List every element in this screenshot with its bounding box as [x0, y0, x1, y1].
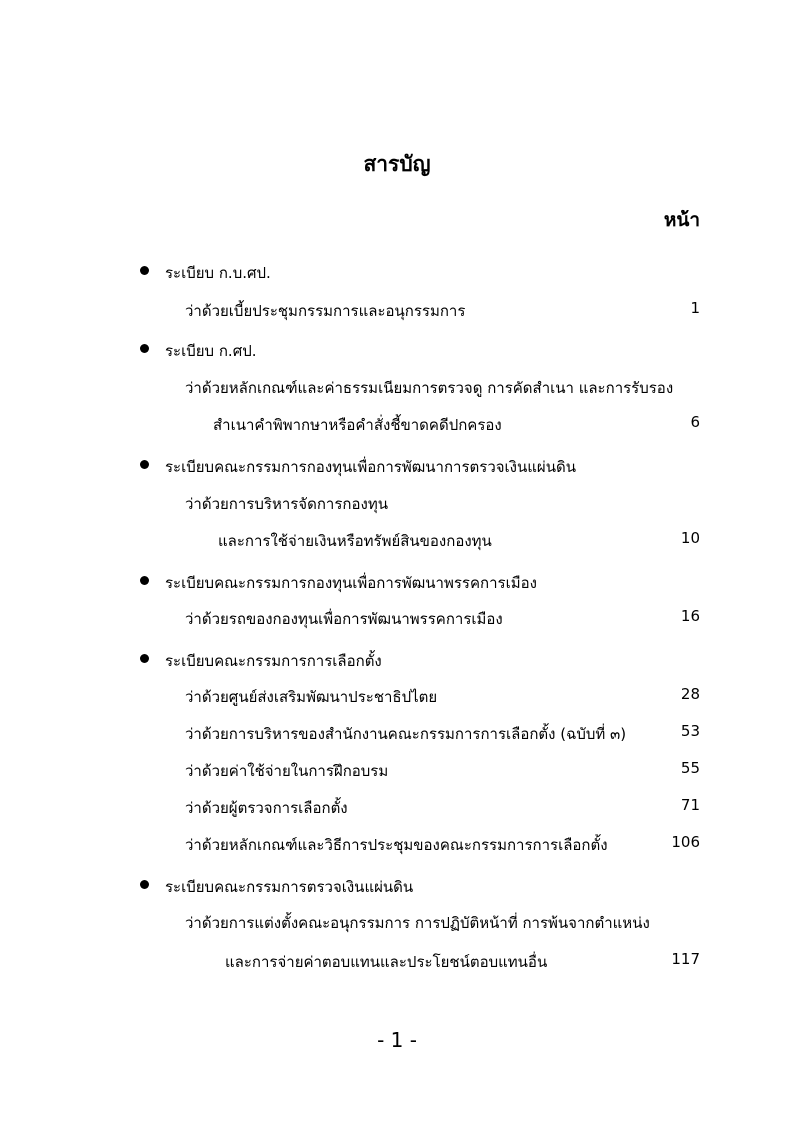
toc-entry-text: ว่าด้วยผู้ตรวจการเลือกตั้ง: [185, 799, 348, 817]
toc-entry-page: 28: [680, 685, 700, 703]
toc-entry-text: ว่าด้วยค่าใช้จ่ายในการฝึกอบรม: [185, 762, 389, 780]
toc-entry-page: 53: [680, 722, 700, 740]
section-heading: ระเบียบคณะกรรมการการเลือกตั้ง: [165, 652, 382, 670]
toc-entry-page: 106: [671, 833, 700, 851]
bullet-icon: [140, 576, 149, 585]
bullet-icon: [140, 654, 149, 663]
section-heading: ระเบียบคณะกรรมการตรวจเงินแผ่นดิน: [165, 878, 414, 896]
page-column-heading: หน้า: [663, 209, 700, 231]
toc-entry-text: ว่าด้วยการบริหารของสำนักงานคณะกรรมการการเลือกตั้ง (ฉบับที่ ๓): [185, 725, 627, 743]
toc-entry-text: ว่าด้วยการบริหารจัดการกองทุน: [185, 495, 388, 513]
toc-entry-page: 10: [680, 529, 700, 547]
toc-entry-text-continued: และการจ่ายค่าตอบแทนและประโยชน์ตอบแทนอื่น: [225, 953, 548, 971]
toc-entry-text: ว่าด้วยหลักเกณฑ์และค่าธรรมเนียมการตรวจดู การคัดสำเนา และการรับรอง: [185, 379, 674, 397]
bullet-icon: [140, 344, 149, 353]
toc-entry-text: ว่าด้วยเบี้ยประชุมกรรมการและอนุกรรมการ: [185, 302, 466, 320]
bullet-icon: [140, 266, 149, 275]
section-heading: ระเบียบ ก.บ.ศป.: [165, 264, 271, 282]
toc-entry-text-continued: และการใช้จ่ายเงินหรือทรัพย์สินของกองทุน: [218, 532, 492, 550]
toc-entry-text: ว่าด้วยการแต่งตั้งคณะอนุกรรมการ การปฏิบัติหน้าที่ การพ้นจากตำแหน่ง: [185, 914, 650, 932]
page-title: สารบัญ: [363, 152, 431, 176]
toc-entry-text: ว่าด้วยศูนย์ส่งเสริมพัฒนาประชาธิปไตย: [185, 688, 438, 706]
toc-entry-page: 16: [680, 607, 700, 625]
toc-entry-text-continued: สำเนาคำพิพากษาหรือคำสั่งชี้ขาดคดีปกครอง: [213, 416, 502, 434]
toc-entry-page: 71: [680, 796, 700, 814]
section-heading: ระเบียบ ก.ศป.: [165, 342, 257, 360]
bullet-icon: [140, 880, 149, 889]
toc-entry-page: 117: [671, 950, 700, 968]
toc-entry-text: ว่าด้วยหลักเกณฑ์และวิธีการประชุมของคณะกรรมการการเลือกตั้ง: [185, 836, 608, 854]
toc-entry-page: 6: [690, 413, 700, 431]
section-heading: ระเบียบคณะกรรมการกองทุนเพื่อการพัฒนาพรรคการเมือง: [165, 574, 537, 592]
toc-entry-page: 55: [680, 759, 700, 777]
toc-entry-page: 1: [690, 299, 700, 317]
bullet-icon: [140, 460, 149, 469]
section-heading: ระเบียบคณะกรรมการกองทุนเพื่อการพัฒนาการตรวจเงินแผ่นดิน: [165, 458, 576, 476]
toc-entry-text: ว่าด้วยรถของกองทุนเพื่อการพัฒนาพรรคการเมือง: [185, 610, 503, 628]
page-number-footer: - 1 -: [377, 1028, 417, 1052]
